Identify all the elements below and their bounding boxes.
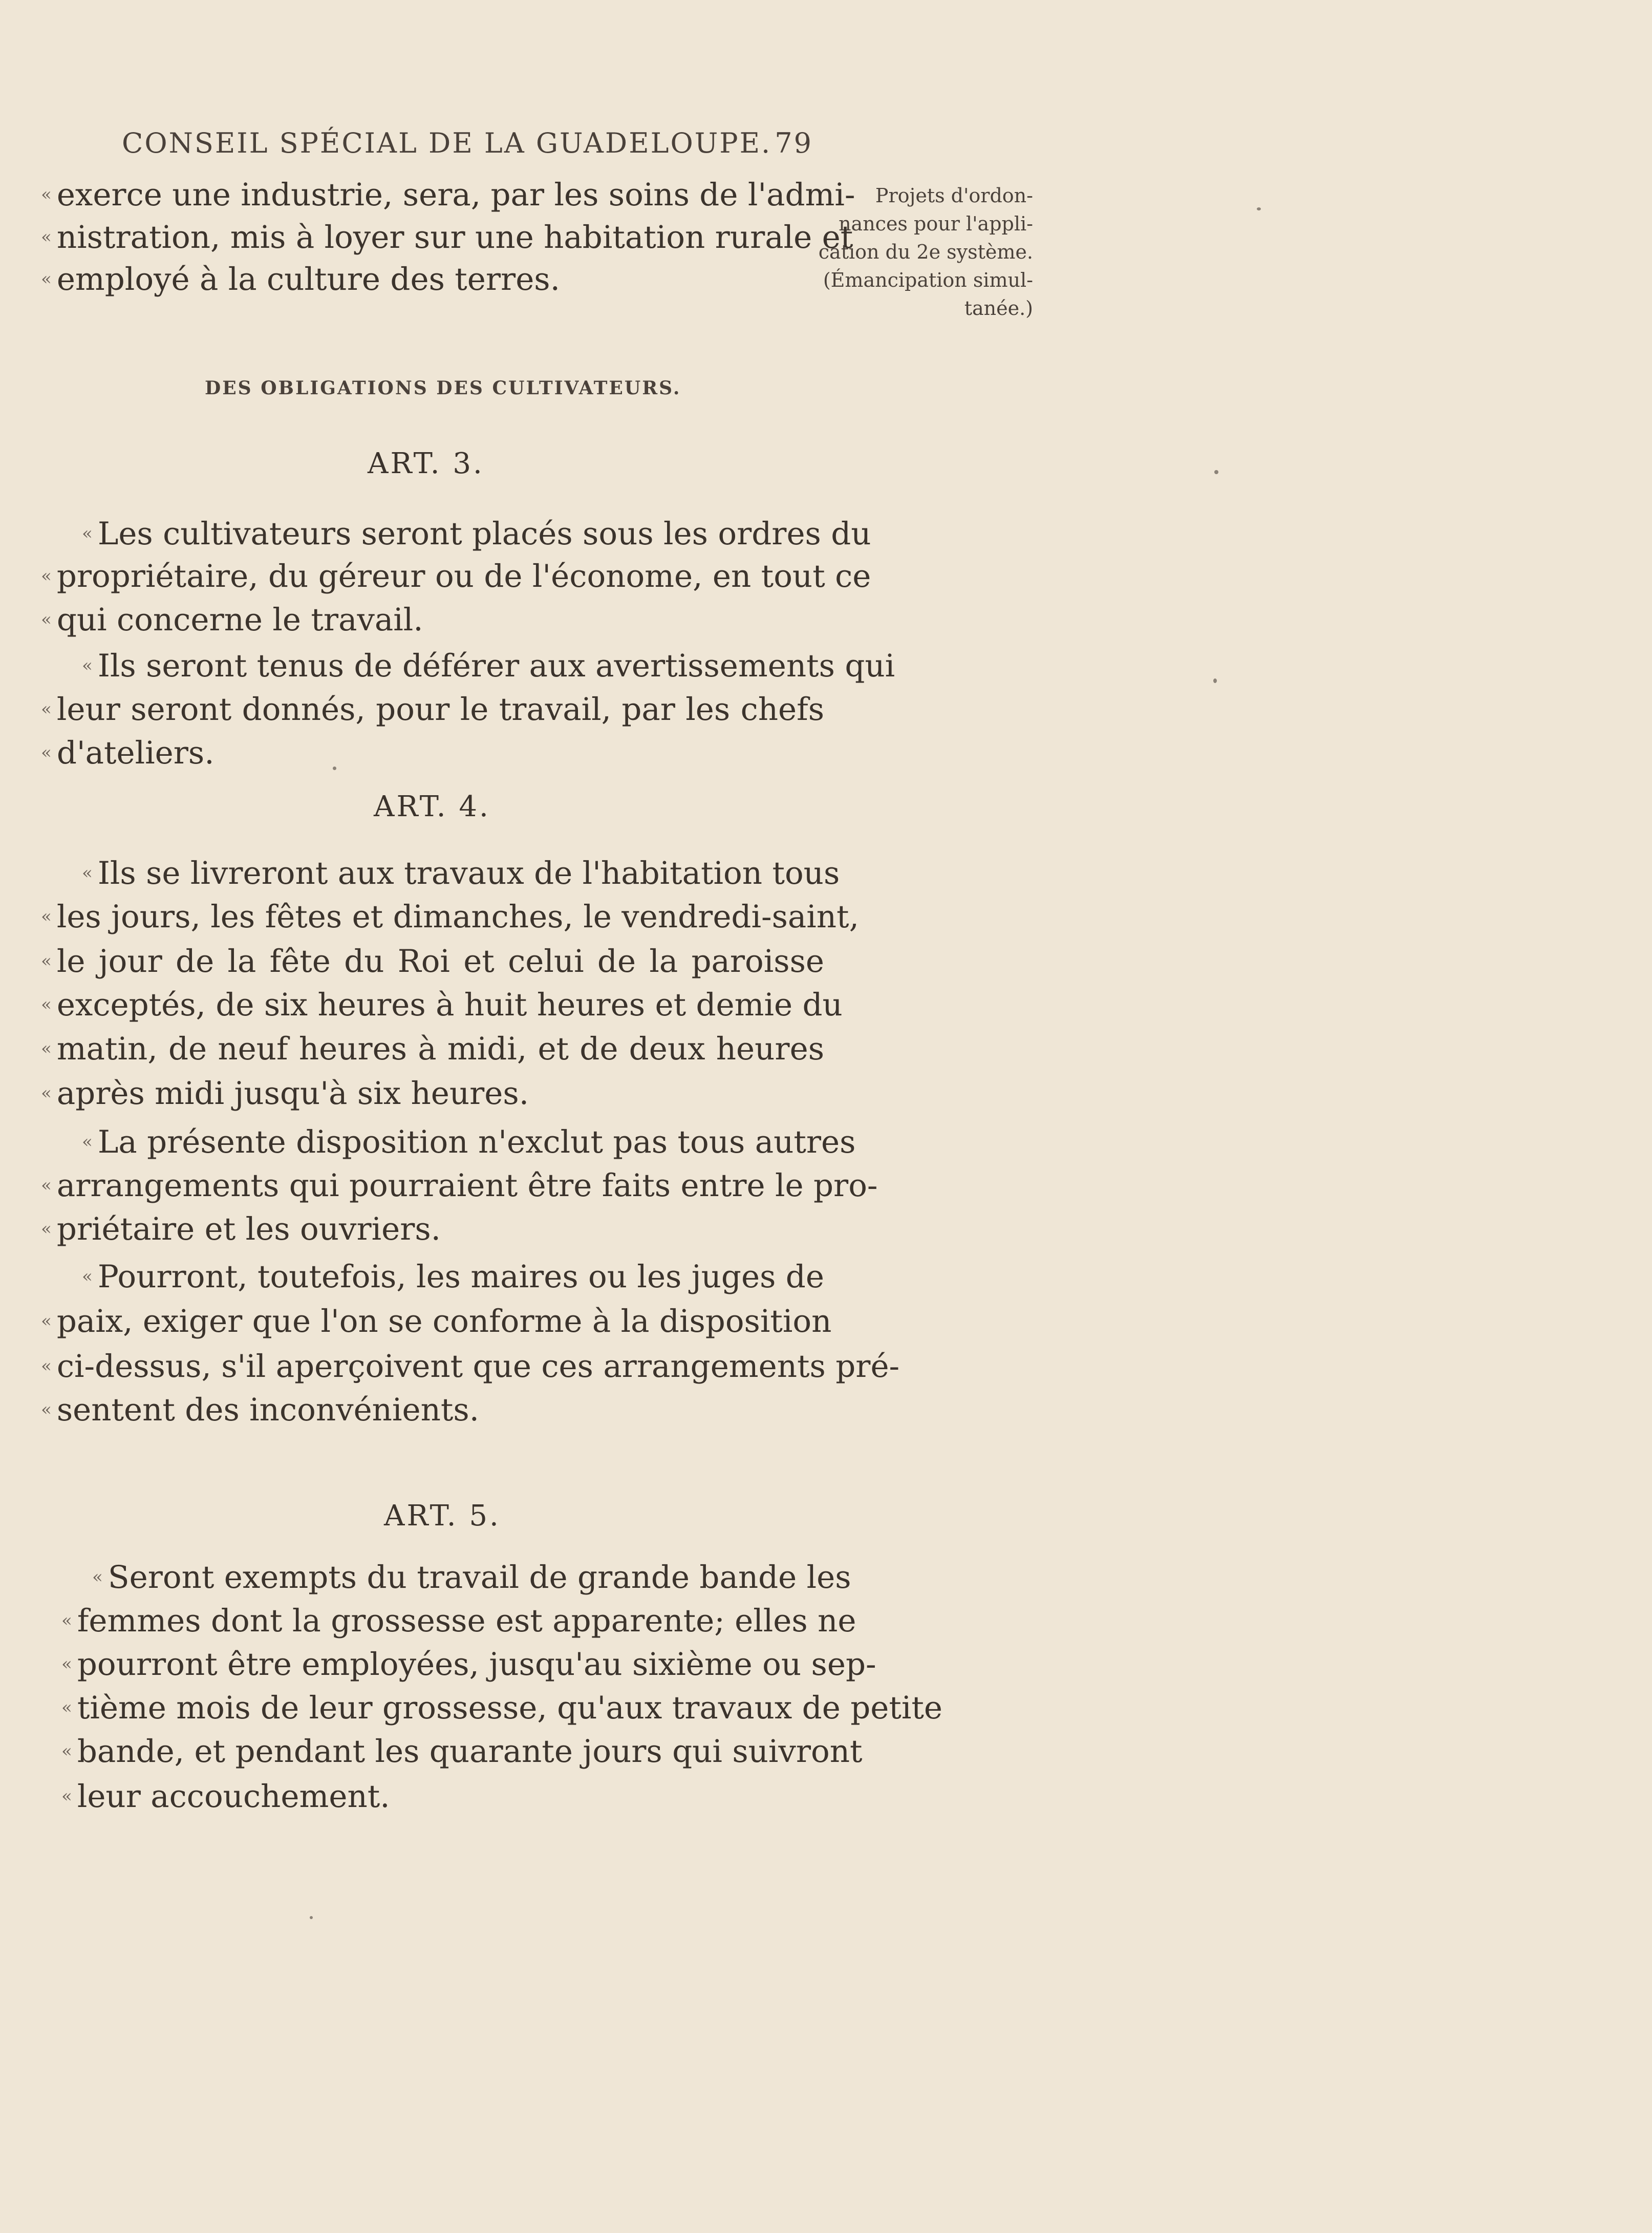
running-header	[122, 127, 818, 159]
text-line: « matin, de neuf heures à midi, et de deux heures	[41, 1031, 824, 1067]
paper-speck	[1213, 678, 1217, 683]
text-line: « leur seront donnés, pour le travail, par les chefs	[41, 691, 824, 728]
text-line: « tième mois de leur grossesse, qu'aux travaux de petite	[61, 1690, 942, 1726]
margin-note-line: (Émancipation simul-	[823, 269, 1033, 291]
text-line: « femmes dont la grossesse est apparente; elles ne	[61, 1603, 856, 1639]
margin-note-line: Projets d'ordon-	[875, 184, 1033, 207]
text-line: « arrangements qui pourraient être faits entre le pro-	[41, 1167, 878, 1204]
text-line: « Les cultivateurs seront placés sous les ordres du	[82, 516, 871, 552]
text-line: « exceptés, de six heures à huit heures et demie du	[41, 987, 843, 1023]
text-line: « qui concerne le travail.	[41, 602, 423, 638]
paper-speck	[333, 767, 336, 770]
margin-note-line: nances pour l'appli-	[839, 212, 1033, 235]
article-heading: ART. 4.	[374, 790, 490, 823]
text-line: « pourront être employées, jusqu'au sixième ou sep-	[61, 1646, 876, 1683]
article-heading: ART. 3.	[368, 447, 484, 480]
article-heading: ART. 5.	[384, 1499, 501, 1533]
text-line: « Ils se livreront aux travaux de l'habitation tous	[82, 855, 840, 891]
paper-speck	[1257, 207, 1261, 210]
section-heading: DES OBLIGATIONS DES CULTIVATEURS.	[205, 377, 681, 399]
text-line: « La présente disposition n'exclut pas tous autres	[82, 1124, 856, 1160]
text-line: « employé à la culture des terres.	[41, 261, 560, 297]
text-line: « bande, et pendant les quarante jours qui suivront	[61, 1733, 863, 1770]
paper-speck	[310, 1916, 313, 1919]
text-line: « les jours, les fêtes et dimanches, le vendredi-saint,	[41, 899, 859, 935]
text-line: « sentent des inconvénients.	[41, 1392, 480, 1428]
text-line: « propriétaire, du géreur ou de l'économe, en tout ce	[41, 558, 871, 594]
text-line: « d'ateliers.	[41, 735, 214, 771]
text-line: « exerce une industrie, sera, par les soins de l'admi-	[41, 177, 855, 213]
text-line: « Pourront, toutefois, les maires ou les juges de	[82, 1259, 824, 1295]
text-line: « paix, exiger que l'on se conforme à la disposition	[41, 1303, 832, 1339]
text-line: « Ils seront tenus de déférer aux avertissements qui	[82, 648, 895, 684]
text-line: « leur accouchement.	[61, 1778, 390, 1815]
text-line: « nistration, mis à loyer sur une habitation rurale et	[41, 219, 853, 256]
text-line: « après midi jusqu'à six heures.	[41, 1075, 529, 1112]
header-title: CONSEIL SPÉCIAL DE LA GUADELOUPE.	[122, 127, 772, 159]
margin-note-line: tanée.)	[964, 297, 1033, 320]
text-line: « ci-dessus, s'il aperçoivent que ces arrangements pré-	[41, 1348, 900, 1385]
page-number: 79	[775, 127, 813, 159]
paper-speck	[1214, 470, 1218, 474]
margin-note-line: cation du 2e système.	[818, 241, 1033, 263]
text-line: « priétaire et les ouvriers.	[41, 1211, 441, 1247]
text-line: « Seront exempts du travail de grande bande les	[92, 1559, 851, 1596]
text-line: « le jour de la fête du Roi et celui de la paroisse	[41, 943, 824, 980]
